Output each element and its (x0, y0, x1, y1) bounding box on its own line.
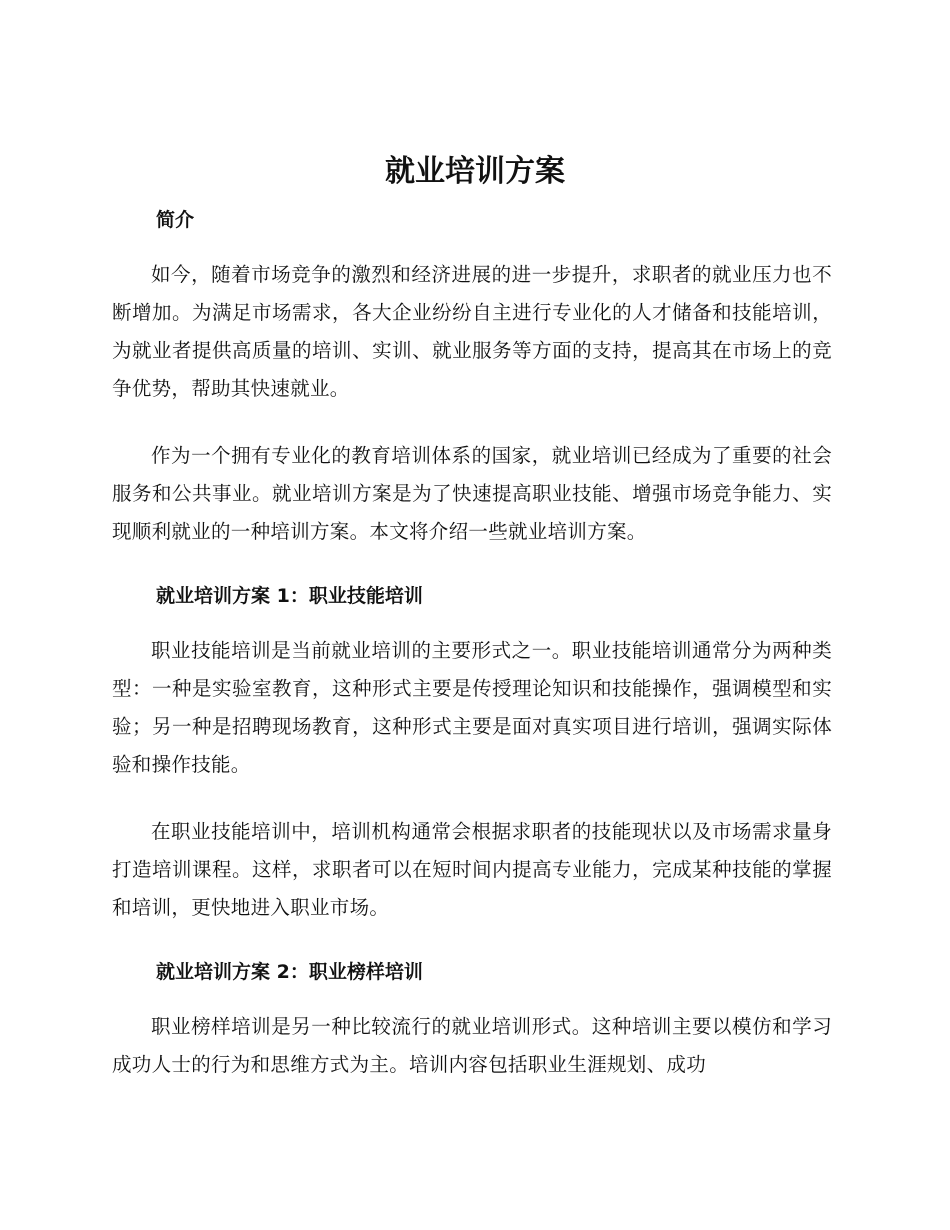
section-heading-plan-1: 就业培训方案 1：职业技能培训 (156, 585, 423, 607)
document-title: 就业培训方案 (385, 154, 565, 189)
paragraph: 如今，随着市场竞争的激烈和经济进展的进一步提升，求职者的就业压力也不断增加。为满足市场需求，各大企业纷纷自主进行专业化的人才储备和技能培训，为就业者提供高质量的培训、实训、就业服务等方面的支持，提高其在市场上的竞争优势，帮助其快速就业。 (112, 263, 832, 400)
paragraph: 在职业技能培训中，培训机构通常会根据求职者的技能现状以及市场需求量身打造培训课程。这样，求职者可以在短时间内提高专业能力，完成某种技能的掌握和培训，更快地进入职业市场。 (112, 820, 832, 919)
paragraph: 职业榜样培训是另一种比较流行的就业培训形式。这种培训主要以模仿和学习成功人士的行为和思维方式为主。培训内容包括职业生涯规划、成功 (112, 1015, 832, 1076)
paragraph: 职业技能培训是当前就业培训的主要形式之一。职业技能培训通常分为两种类型：一种是实验室教育，这种形式主要是传授理论知识和技能操作，强调模型和实验；另一种是招聘现场教育，这种形式主要是面对真实项目进行培训，强调实际体验和操作技能。 (112, 639, 832, 776)
section-heading-intro: 简介 (156, 209, 195, 231)
paragraph: 作为一个拥有专业化的教育培训体系的国家，就业培训已经成为了重要的社会服务和公共事业。就业培训方案是为了快速提高职业技能、增强市场竞争能力、实现顺利就业的一种培训方案。本文将介绍一些就业培训方案。 (112, 444, 832, 543)
section-heading-plan-2: 就业培训方案 2：职业榜样培训 (156, 961, 423, 983)
